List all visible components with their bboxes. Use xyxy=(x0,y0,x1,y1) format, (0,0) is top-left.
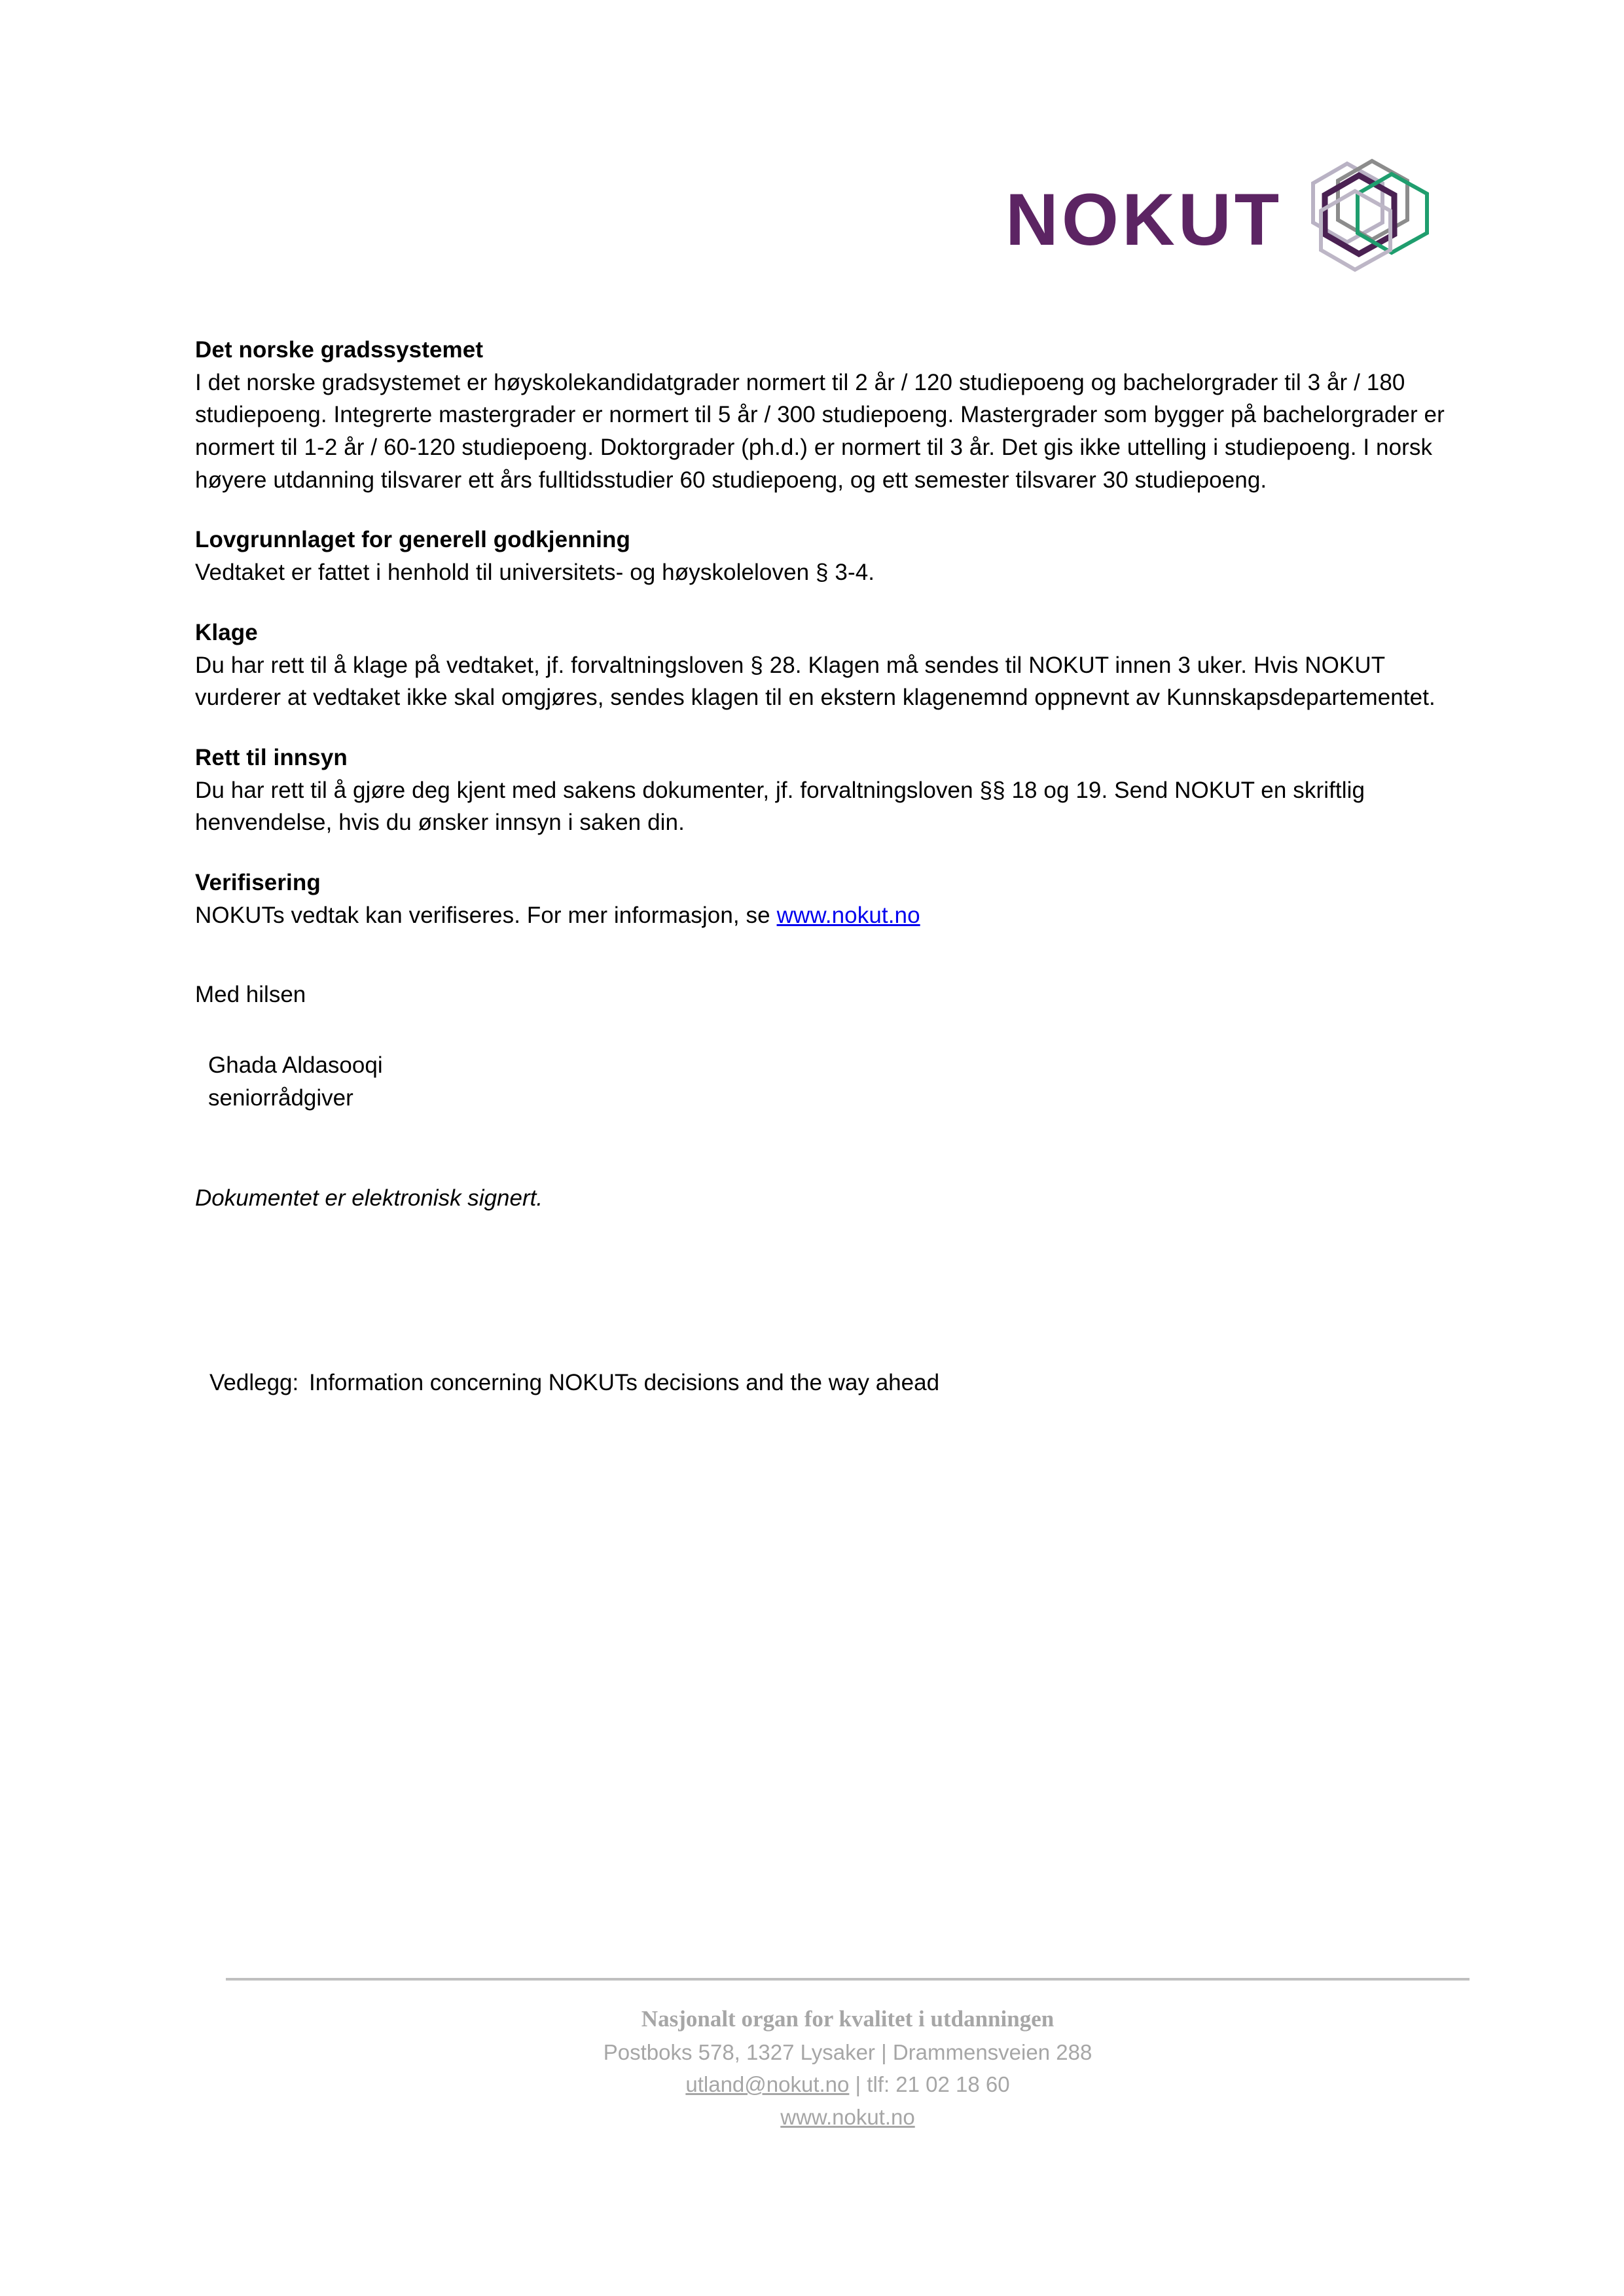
footer-organisation-name: Nasjonalt organ for kvalitet i utdanningen xyxy=(641,2006,1055,2032)
section-heading: Lovgrunnlaget for generell godkjenning xyxy=(195,527,630,553)
footer-phone: | tlf: 21 02 18 60 xyxy=(849,2072,1010,2097)
attachment-label: Vedlegg: xyxy=(209,1370,299,1396)
section-rett-til-innsyn xyxy=(195,742,1452,839)
letter-body xyxy=(195,334,1452,1399)
spacer xyxy=(195,1114,1452,1182)
electronic-signature-note: Dokumentet er elektronisk signert. xyxy=(195,1185,543,1211)
logo-wordmark: NOKUT xyxy=(1005,179,1283,260)
footer-email-link[interactable]: utland@nokut.no xyxy=(685,2072,850,2097)
footer-divider xyxy=(226,1978,1470,1981)
footer-website-line xyxy=(226,2101,1470,2134)
signature-block xyxy=(195,1049,1452,1114)
section-paragraph: Vedtaket er fattet i henhold til universitets- og høyskoleloven § 3-4. xyxy=(195,560,875,586)
attachment-row xyxy=(195,1367,1452,1399)
nokut-logo xyxy=(1005,154,1437,298)
section-verifisering xyxy=(195,867,1452,931)
nokut-website-link[interactable]: www.nokut.no xyxy=(776,902,920,928)
hexagon-outline-icon xyxy=(1287,143,1437,293)
section-heading: Verifisering xyxy=(195,869,321,895)
footer-contact xyxy=(226,2068,1470,2101)
spacer xyxy=(195,1011,1452,1049)
footer-website-link[interactable]: www.nokut.no xyxy=(780,2104,915,2129)
section-klage xyxy=(195,617,1452,714)
verification-text: NOKUTs vedtak kan verifiseres. For mer informasjon, se xyxy=(195,902,777,928)
section-paragraph xyxy=(195,899,1452,932)
section-heading: Rett til innsyn xyxy=(195,744,348,770)
signer-title: seniorrådgiver xyxy=(208,1085,353,1111)
page-footer xyxy=(226,1978,1470,2133)
section-paragraph: Du har rett til å gjøre deg kjent med sakens dokumenter, jf. forvaltningsloven §§ 18 og 19. Send NOKUT en skriftlig henvendelse, hvis du ønsker innsyn i saken din. xyxy=(195,777,1365,836)
section-paragraph: Du har rett til å klage på vedtaket, jf. forvaltningsloven § 28. Klagen må sendes til NOKUT innen 3 uker. Hvis NOKUT vurderer at vedtaket ikke skal omgjøres, sendes klagen til en ekstern klagenemnd oppnevnt av Kunnskapsdepartementet. xyxy=(195,652,1435,711)
footer-address: Postboks 578, 1327 Lysaker | Drammensveien 288 xyxy=(603,2039,1092,2064)
signer-name: Ghada Aldasooqi xyxy=(208,1052,383,1078)
section-paragraph: I det norske gradsystemet er høyskolekandidatgrader normert til 2 år / 120 studiepoeng og bachelorgrader til 3 år / 180 studiepoeng. Integrerte mastergrader er normert til 5 år / 300 studiepoeng. Mastergrader som bygger på bachelorgrader er normert til 1-2 år / 60-120 studiepoeng. Doktorgrader (ph.d.) er normert til 3 år. Det gis ikke uttelling i studiepoeng. I norsk høyere utdanning tilsvarer ett års fulltidsstudier 60 studiepoeng, og ett semester tilsvarer 30 studiepoeng. xyxy=(195,369,1445,493)
section-heading: Det norske gradssystemet xyxy=(195,337,484,363)
section-heading: Klage xyxy=(195,619,258,645)
attachment-value: Information concerning NOKUTs decisions and the way ahead xyxy=(309,1370,940,1396)
section-gradssystemet xyxy=(195,334,1452,496)
spacer xyxy=(195,1215,1452,1367)
closing-salutation: Med hilsen xyxy=(195,982,306,1008)
spacer xyxy=(195,959,1452,978)
section-lovgrunnlaget xyxy=(195,524,1452,588)
